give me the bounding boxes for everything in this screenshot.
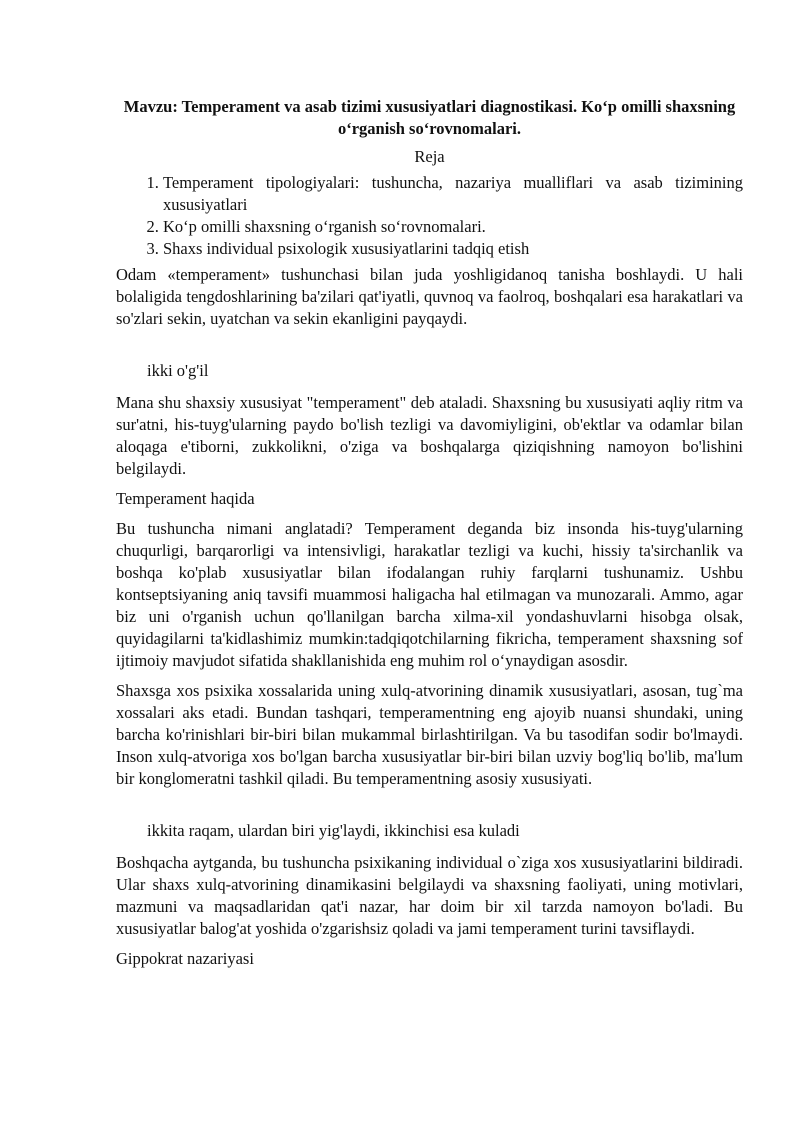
paragraph-properties: Shaxsga xos psixika xossalarida uning xulq-atvorining dinamik xususiyatlari, asosan, tug`ma xossalari aks etadi. Bundan tashqari, temperamentning eng ajoyib nuansi shundaki, uning barcha ko'rinishlari bir-biri bilan mukammal birlashtirilgan. Va bu tasodifan sodir bo'lmaydi. Inson xulq-atvoriga xos bo'lgan barcha xususiyatlar bir-biri bilan uzviy bog'liq bo'lib, ma'lum bir konglomeratni tashkil qiladi. Bu temperamentning asosiy xususiyati. [116,681,743,788]
image-caption: ikkita raqam, ulardan biri yig'laydi, ikkinchisi esa kuladi [147,821,520,840]
section-heading: Gippokrat nazariyasi [116,949,254,968]
plan-list [116,172,743,260]
paragraph-summary: Boshqacha aytganda, bu tushuncha psixikaning individual o`ziga xos xususiyatlarini bildiradi. Ular shaxs xulq-atvorining dinamikasini belgilaydi va shaxsning faoliyati, uning motivlari, mazmuni va maqsadlaridan qat'i nazar, har doim bir xil tarzda namoyon bo'ladi. Bu xususiyatlar balog'at yoshida o'zgarishsiz qoladi va jami temperament turini tavsiflaydi. [116,853,743,938]
plan-heading: Reja [414,147,445,166]
paragraph-definition: Mana shu shaxsiy xususiyat "temperament" deb ataladi. Shaxsning bu xususiyati aqliy ritm va sur'atni, his-tuyg'ularning paydo bo'lish tezligi va davomiyligini, ob'ektlar va odamlar bilan aloqaga e'tiborni, zukkolikni, o'ziga va boshqalarga qiziqishning namoyon bo'lishini belgilaydi. [116,393,743,478]
document-title: Mavzu: Temperament va asab tizimi xususiyatlari diagnostikasi. Ko‘p omilli shaxsning o‘rganish so‘rovnomalari. [123,97,736,138]
plan-item: 1. Temperament tipologiyalari: tushuncha, nazariya mualliflari va asab tizimining xususiyatlari [163,172,743,216]
paragraph-intro: Odam «temperament» tushunchasi bilan juda yoshligidanoq tanisha boshlaydi. U hali bolaligida tengdoshlarining ba'zilari qat'iyatli, quvnoq va faolroq, boshqalari esa harakatlari va so'zlari sekin, uyatchan va sekin ekanligini payqaydi. [116,265,743,328]
paragraph-concept: Bu tushuncha nimani anglatadi? Temperament deganda biz insonda his-tuyg'ularning chuqurligi, barqarorligi va intensivligi, harakatlar tezligi va kuchi, hissiy ta'sirchanlik va boshqa ko'plab xususiyatlar bilan ifodalangan ruhiy farqlarni tushunamiz. Ushbu kontseptsiyaning aniq tavsifi muammosi haligacha hal etilmagan va munozarali. Ammo, agar biz uni o'rganish uchun qo'llanilgan barcha xilma-xil yondashuvlarni hisobga olsak, quyidagilarni ta'kidlashimiz mumkin:tadqiqotchilarning fikricha, temperament shaxsning sof ijtimoiy mavjudot sifatida shakllanishida eng muhim rol o‘ynaydigan asosdir. [116,519,743,670]
section-heading: Temperament haqida [116,489,255,508]
document-page [116,96,743,970]
image-caption: ikki o'g'il [147,361,209,380]
plan-item: 2. Ko‘p omilli shaxsning o‘rganish so‘rovnomalari. [163,216,743,238]
plan-item: 3. Shaxs individual psixologik xususiyatlarini tadqiq etish [163,238,743,260]
